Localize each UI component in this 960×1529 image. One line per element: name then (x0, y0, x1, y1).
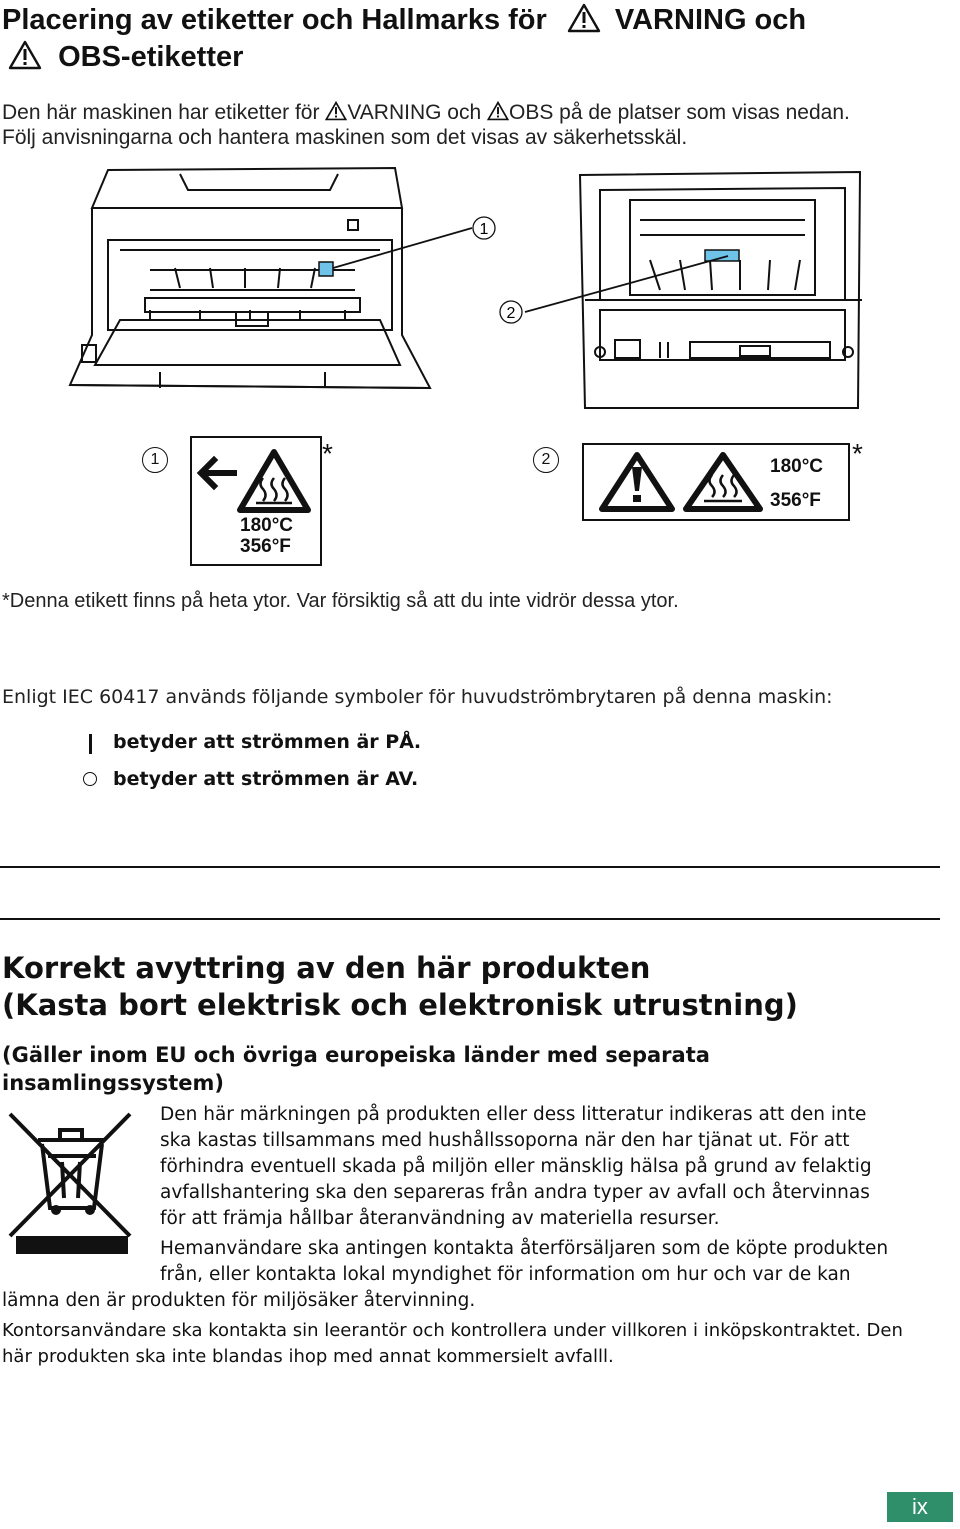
svg-text:1: 1 (479, 221, 489, 238)
asterisk-marker-1: * (322, 438, 333, 469)
hot-surface-icon (236, 448, 312, 514)
printer-rear-drawing (580, 172, 862, 408)
intro-line1: Den här maskinen har etiketter för VARNING och OBS på de platser som visas nedan. (2, 101, 850, 124)
callout-2-marker: 2 (533, 447, 559, 473)
svg-text:2: 2 (506, 305, 516, 322)
asterisk-marker-2: * (852, 438, 863, 469)
label2-celsius: 180°C (770, 456, 824, 477)
weee-crossed-bin-icon (8, 1112, 134, 1260)
divider-bottom (0, 918, 940, 920)
power-off-text: betyder att strömmen är AV. (113, 768, 419, 790)
power-on-symbol (89, 734, 92, 754)
warning-icon (325, 101, 347, 121)
page-title-line2: OBS-etiketter (2, 39, 942, 76)
hot-surface-label-2 (582, 443, 850, 521)
callout-1-marker: 1 (142, 447, 168, 473)
label1-fahrenheit: 356°F (240, 536, 291, 557)
disposal-subtitle: (Gäller inom EU och övriga europeiska länder med separata insamlingssystem) (2, 1043, 710, 1095)
intro-line2: Följ anvisningarna och hantera maskinen som det visas av säkerhetsskäl. (2, 126, 688, 149)
printer-illustration (0, 160, 960, 420)
page-title (2, 2, 942, 76)
disposal-paragraph-2: Hemanvändare ska antingen kontakta återförsäljaren som de köpte produkten från, eller kontakta lokal myndighet för information om hur och var de kan (160, 1238, 889, 1285)
label2-fahrenheit: 356°F (770, 490, 821, 511)
label1-celsius: 180°C (240, 515, 294, 536)
caution-icon (6, 40, 44, 70)
callout-2 (500, 301, 522, 323)
divider-top (0, 866, 940, 868)
power-off-symbol (83, 772, 97, 786)
disposal-paragraph-1: Den här märkningen på produkten eller dess litteratur indikeras att den inte ska kastas tillsammans med hushållssoporna när den har tjänat ut. För att förhindra eventuell skada på miljön eller mänsklig hälsa på grund av felaktig avfallshantering ska den separeras från andra typer av avfall och återvinnas för att främja hållbar återanvändning av materiella resurser. (160, 1104, 872, 1229)
intro-text (2, 100, 952, 150)
iec-intro: Enligt IEC 60417 används följande symboler för huvudströmbrytaren på denna maskin: (2, 686, 833, 708)
label-position-marker-1 (319, 262, 333, 276)
exclamation-warning-icon (598, 451, 676, 513)
caution-icon (487, 101, 509, 121)
disposal-paragraph-3: Kontorsanvändare ska kontakta sin leerantör och kontrollera under villkoren i inköpskontraktet. Den här produkten ska inte blandas ihop med annat kommersielt avfalll. (2, 1320, 903, 1367)
disposal-title: Korrekt avyttring av den här produkten (Kasta bort elektrisk och elektronisk utrustning) (2, 951, 798, 1022)
arrow-left-icon (196, 454, 238, 492)
label-position-marker-2 (705, 250, 739, 261)
warning-icon (567, 3, 601, 33)
page-number-badge: ix (887, 1492, 953, 1522)
hot-surface-footnote: *Denna etikett finns på heta ytor. Var försiktig så att du inte vidrör dessa ytor. (2, 590, 679, 612)
callout-1 (473, 217, 495, 239)
hot-surface-icon (682, 451, 764, 513)
printer-front-drawing (70, 168, 430, 388)
power-on-text: betyder att strömmen är PÅ. (113, 731, 422, 753)
disposal-paragraph-2-end: lämna den är produkten för miljösäker återvinning. (2, 1290, 476, 1311)
page-title-line1: Placering av etiketter och Hallmarks för VARNING och (2, 4, 807, 36)
hot-surface-label-1 (190, 436, 322, 566)
